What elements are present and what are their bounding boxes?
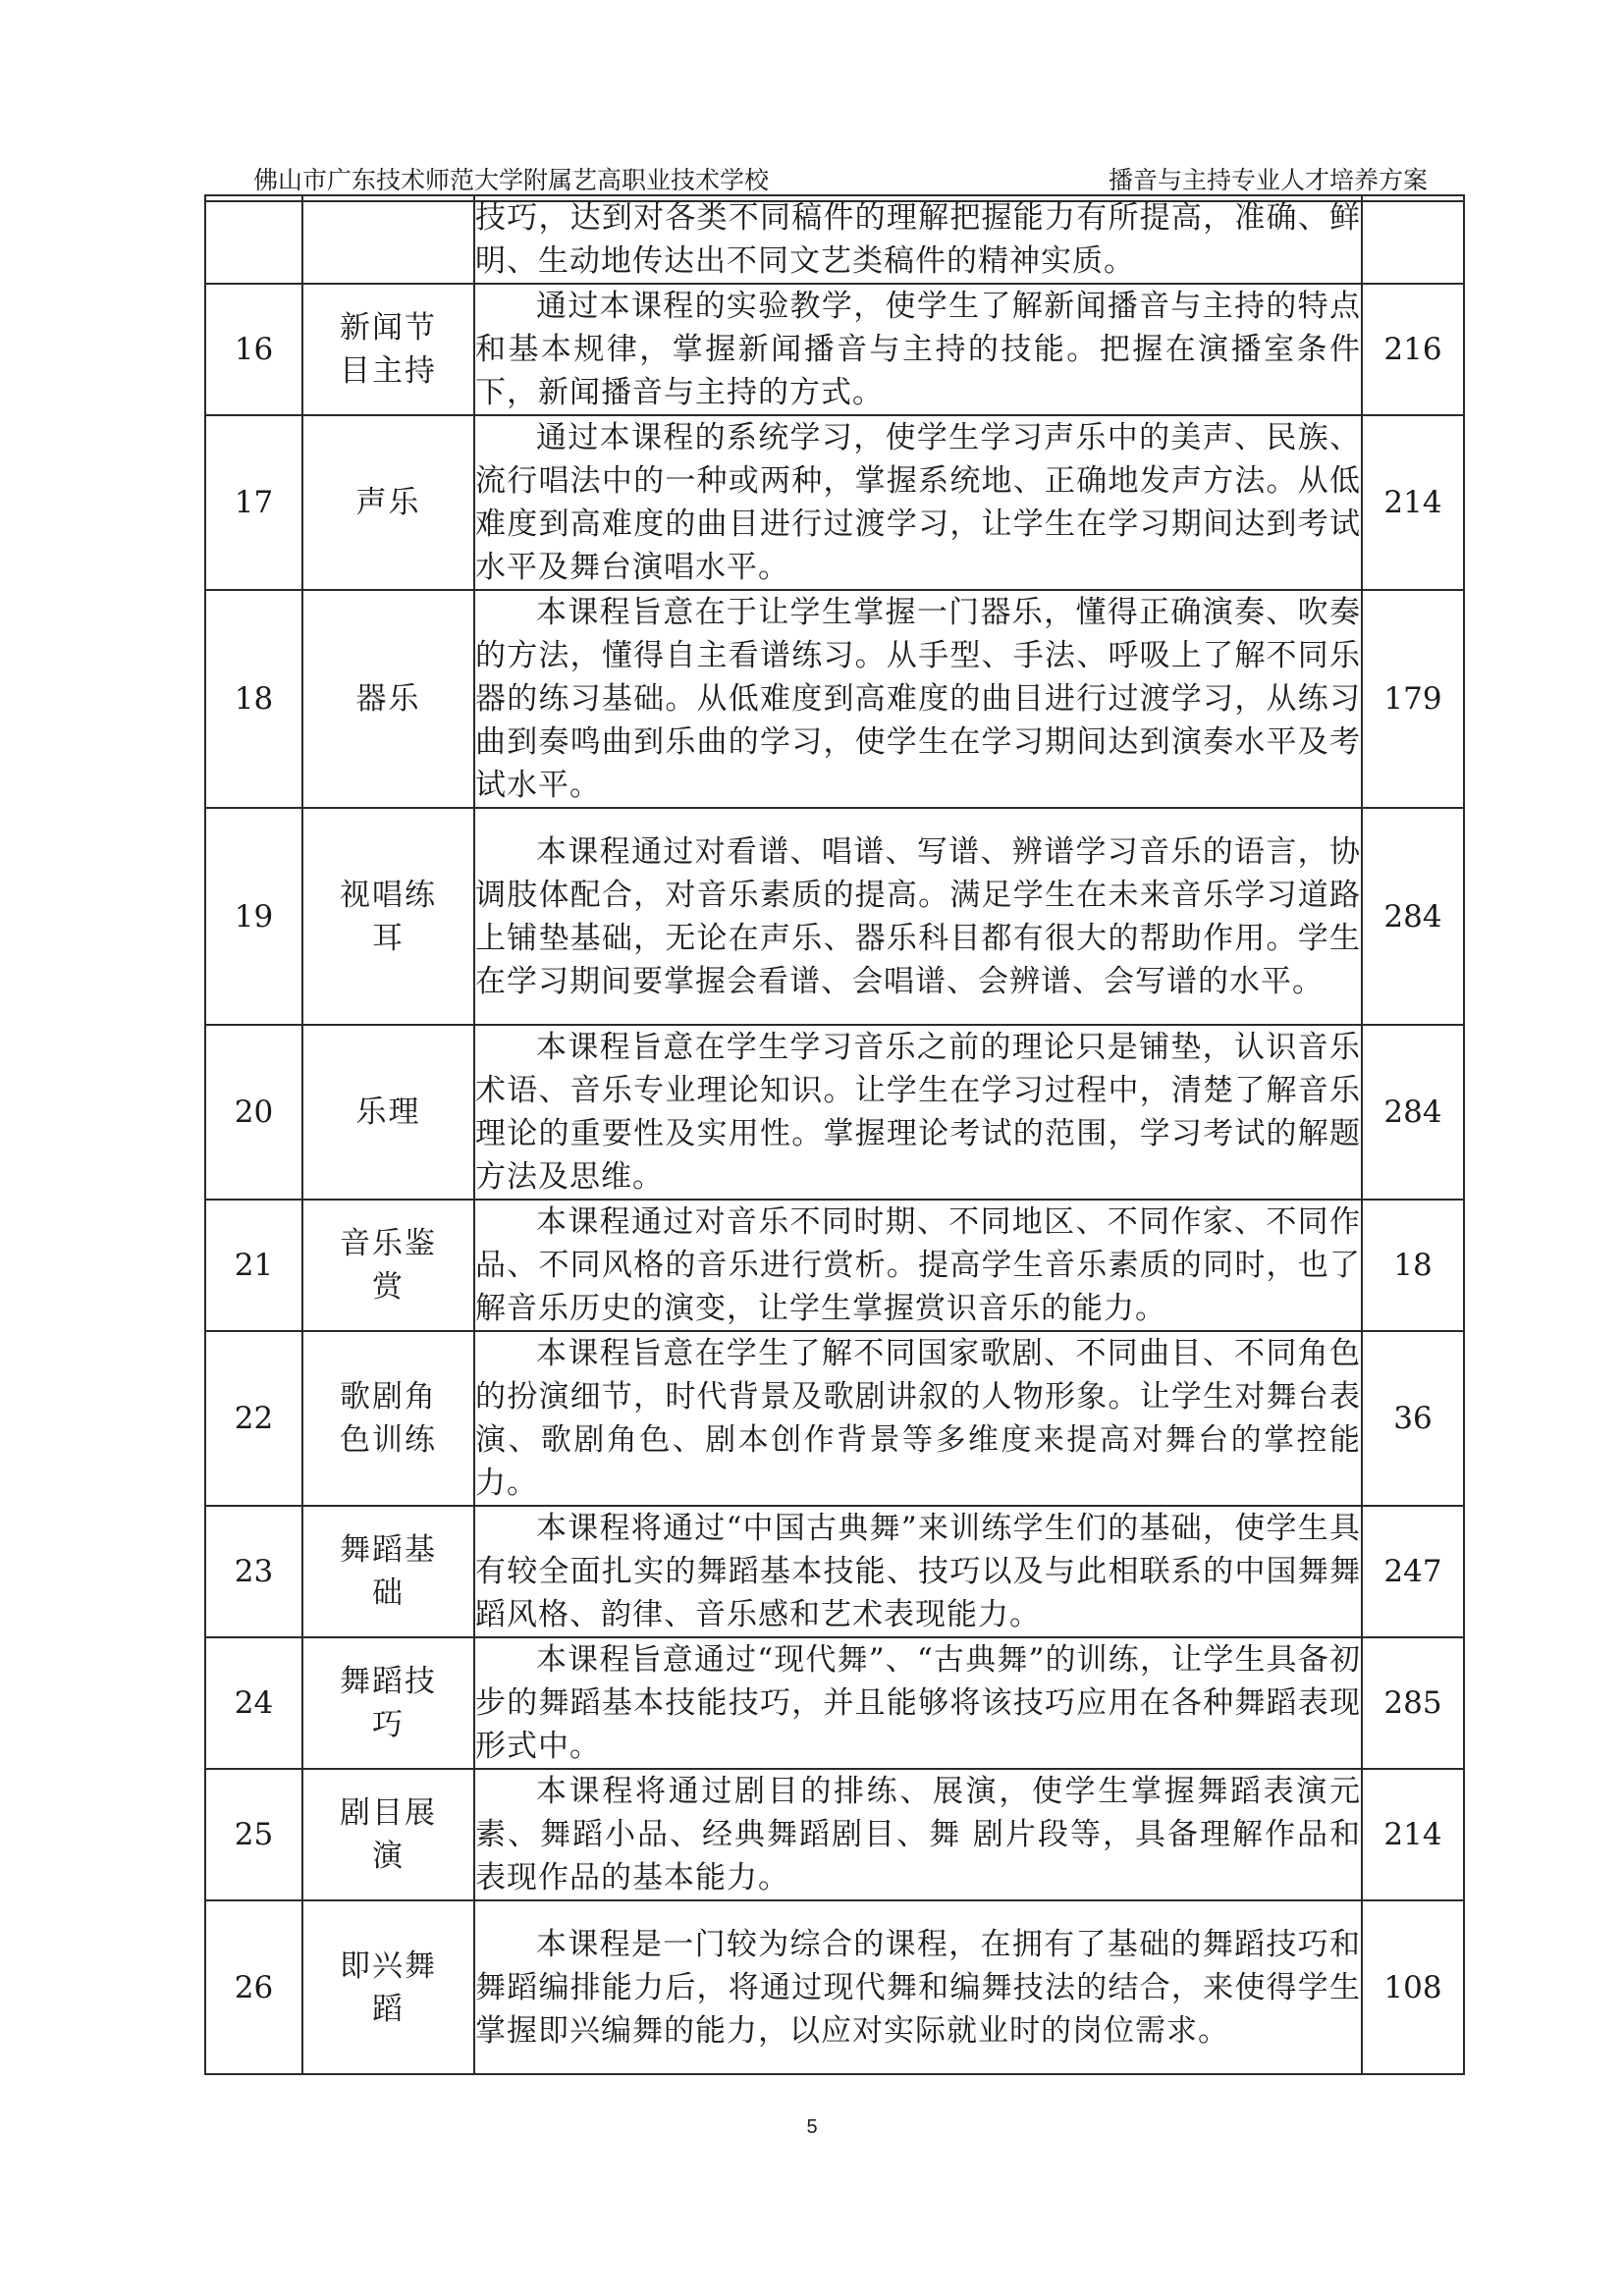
course-hours: 247 [1362, 1506, 1464, 1637]
table-row [205, 284, 1464, 415]
course-number: 21 [205, 1200, 302, 1331]
table-row [205, 1506, 1464, 1637]
table-row [205, 808, 1464, 1025]
course-name-cell [302, 1200, 474, 1331]
course-number: 18 [205, 590, 302, 808]
course-name-cell [302, 284, 474, 415]
course-name: 剧目展演 [340, 1795, 437, 1874]
course-name: 舞蹈基础 [340, 1532, 437, 1611]
course-number: 24 [205, 1637, 302, 1769]
course-number: 23 [205, 1506, 302, 1637]
table-row [205, 1900, 1464, 2074]
course-description: 通过本课程的系统学习，使学生学习声乐中的美声、民族、流行唱法中的一种或两种，掌握系统地、正确地发声方法。从低难度到高难度的曲目进行过渡学习，让学生在学习期间达到考试水平及舞台演唱水平。 [474, 415, 1362, 590]
course-hours: 108 [1362, 1900, 1464, 2074]
table-row [205, 1331, 1464, 1506]
course-name-cell [302, 195, 474, 284]
course-hours: 284 [1362, 1025, 1464, 1200]
course-description: 本课程旨意在学生学习音乐之前的理论只是铺垫，认识音乐术语、音乐专业理论知识。让学生在学习过程中，清楚了解音乐理论的重要性及实用性。掌握理论考试的范围，学习考试的解题方法及思维。 [474, 1025, 1362, 1200]
course-hours-cell [1362, 195, 1464, 284]
course-name-cell [302, 415, 474, 590]
course-description: 本课程通过对看谱、唱谱、写谱、辨谱学习音乐的语言，协调肢体配合，对音乐素质的提高。满足学生在未来音乐学习道路上铺垫基础，无论在声乐、器乐科目都有很大的帮助作用。学生在学习期间要掌握会看谱、会唱谱、会辨谱、会写谱的水平。 [474, 808, 1362, 1025]
table-row [205, 590, 1464, 808]
course-name: 歌剧角色训练 [340, 1379, 437, 1458]
course-description: 本课程通过对音乐不同时期、不同地区、不同作家、不同作品、不同风格的音乐进行赏析。提高学生音乐素质的同时，也了解音乐历史的演变，让学生掌握赏识音乐的能力。 [474, 1200, 1362, 1331]
table-row [205, 1200, 1464, 1331]
course-description: 通过本课程的实验教学，使学生了解新闻播音与主持的特点和基本规律，掌握新闻播音与主持的技能。把握在演播室条件下，新闻播音与主持的方式。 [474, 284, 1362, 415]
course-name: 舞蹈技巧 [340, 1664, 437, 1742]
course-description: 技巧，达到对各类不同稿件的理解把握能力有所提高，准确、鲜明、生动地传达出不同文艺类稿件的精神实质。 [474, 195, 1362, 284]
course-hours: 216 [1362, 284, 1464, 415]
table-row [205, 415, 1464, 590]
course-hours: 285 [1362, 1637, 1464, 1769]
table-row-continued [205, 195, 1464, 284]
course-name: 乐理 [355, 1095, 421, 1130]
course-name: 声乐 [355, 485, 421, 520]
course-name-cell [302, 590, 474, 808]
course-number: 19 [205, 808, 302, 1025]
course-name-cell [302, 1506, 474, 1637]
course-number-cell [205, 195, 302, 284]
header-school-name: 佛山市广东技术师范大学附属艺高职业技术学校 [253, 166, 770, 194]
course-name: 器乐 [355, 681, 421, 717]
course-description: 本课程将通过“中国古典舞”来训练学生们的基础，使学生具有较全面扎实的舞蹈基本技能、技巧以及与此相联系的中国舞舞蹈风格、韵律、音乐感和艺术表现能力。 [474, 1506, 1362, 1637]
course-name-cell [302, 1331, 474, 1506]
table-row [205, 1637, 1464, 1769]
page-number: 5 [806, 2116, 818, 2138]
course-description: 本课程旨意通过“现代舞”、“古典舞”的训练，让学生具备初步的舞蹈基本技能技巧，并且能够将该技巧应用在各种舞蹈表现形式中。 [474, 1637, 1362, 1769]
course-number: 16 [205, 284, 302, 415]
course-name-cell [302, 1900, 474, 2074]
table-row [205, 1025, 1464, 1200]
course-description: 本课程旨意在于让学生掌握一门器乐，懂得正确演奏、吹奏的方法，懂得自主看谱练习。从手型、手法、呼吸上了解不同乐器的练习基础。从低难度到高难度的曲目进行过渡学习，从练习曲到奏鸣曲到乐曲的学习，使学生在学习期间达到演奏水平及考试水平。 [474, 590, 1362, 808]
course-number: 25 [205, 1769, 302, 1900]
course-name-cell [302, 808, 474, 1025]
table-row [205, 1769, 1464, 1900]
course-number: 20 [205, 1025, 302, 1200]
course-number: 17 [205, 415, 302, 590]
course-description: 本课程将通过剧目的排练、展演，使学生掌握舞蹈表演元素、舞蹈小品、经典舞蹈剧目、舞 剧片段等，具备理解作品和表现作品的基本能力。 [474, 1769, 1362, 1900]
course-name: 视唱练耳 [340, 877, 437, 956]
course-hours: 18 [1362, 1200, 1464, 1331]
course-name: 音乐鉴赏 [340, 1226, 437, 1305]
course-name: 即兴舞蹈 [340, 1948, 437, 2027]
course-hours: 214 [1362, 415, 1464, 590]
course-number: 26 [205, 1900, 302, 2074]
course-name-cell [302, 1025, 474, 1200]
course-description: 本课程是一门较为综合的课程，在拥有了基础的舞蹈技巧和舞蹈编排能力后，将通过现代舞和编舞技法的结合，来使得学生掌握即兴编舞的能力，以应对实际就业时的岗位需求。 [474, 1900, 1362, 2074]
course-description: 本课程旨意在学生了解不同国家歌剧、不同曲目、不同角色的扮演细节，时代背景及歌剧讲叙的人物形象。让学生对舞台表演、歌剧角色、剧本创作背景等多维度来提高对舞台的掌控能力。 [474, 1331, 1362, 1506]
course-name-cell [302, 1637, 474, 1769]
course-hours: 36 [1362, 1331, 1464, 1506]
course-name-cell [302, 1769, 474, 1900]
course-hours: 179 [1362, 590, 1464, 808]
course-hours: 284 [1362, 808, 1464, 1025]
course-name: 新闻节目主持 [340, 310, 437, 389]
course-hours: 214 [1362, 1769, 1464, 1900]
course-table [204, 194, 1465, 2075]
course-number: 22 [205, 1331, 302, 1506]
header-document-title: 播音与主持专业人才培养方案 [1108, 166, 1428, 194]
